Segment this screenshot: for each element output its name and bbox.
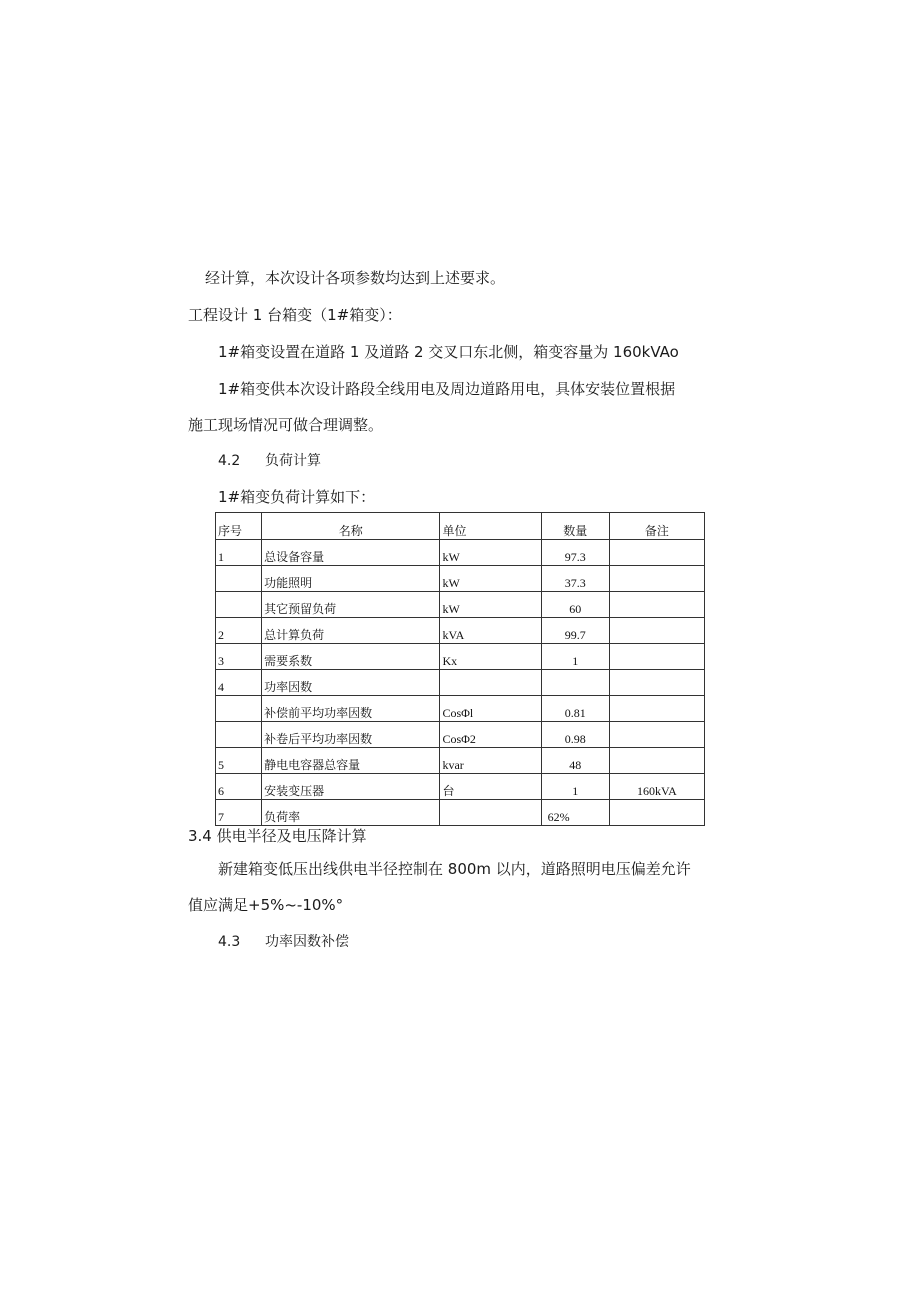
paragraph-conclusion: 经计算，本次设计各项参数均达到上述要求。 <box>205 269 506 287</box>
row-quantity: 97.3 <box>541 540 609 566</box>
row-name: 安装变压器 <box>262 774 440 800</box>
row-quantity <box>541 670 609 696</box>
section-4-3-number: 4.3 <box>218 934 241 950</box>
row-unit: Kx <box>440 644 541 670</box>
row-quantity: 1 <box>541 774 609 800</box>
row-quantity: 48 <box>541 748 609 774</box>
row-name: 补偿前平均功率因数 <box>262 696 440 722</box>
table-row <box>216 722 705 748</box>
row-index <box>216 696 262 722</box>
row-index <box>216 592 262 618</box>
section-4-2-title: 负荷计算 <box>265 453 321 469</box>
row-unit: 台 <box>440 774 541 800</box>
row-name: 其它预留负荷 <box>262 592 440 618</box>
table-header-row <box>216 513 705 540</box>
row-quantity: 37.3 <box>541 566 609 592</box>
row-unit <box>440 670 541 696</box>
table-row <box>216 540 705 566</box>
header-quantity: 数量 <box>541 513 609 540</box>
section-3-4-heading: 3.4 供电半径及电压降计算 <box>188 827 367 845</box>
header-unit: 单位 <box>440 513 541 540</box>
paragraph-design-intro: 工程设计 1 台箱变（1#箱变）： <box>188 306 402 324</box>
load-calculation-table <box>215 512 705 826</box>
row-unit: kvar <box>440 748 541 774</box>
table-row <box>216 592 705 618</box>
table-row <box>216 748 705 774</box>
row-quantity: 99.7 <box>541 618 609 644</box>
row-quantity: 62% <box>541 800 609 826</box>
row-remark <box>609 670 704 696</box>
header-index: 序号 <box>216 513 262 540</box>
table-row <box>216 566 705 592</box>
table-row <box>216 696 705 722</box>
header-remark: 备注 <box>609 513 704 540</box>
row-name: 总设备容量 <box>262 540 440 566</box>
table-row <box>216 618 705 644</box>
row-unit <box>440 800 541 826</box>
header-name: 名称 <box>262 513 440 540</box>
row-unit: CosΦl <box>440 696 541 722</box>
table-row <box>216 670 705 696</box>
row-index: 4 <box>216 670 262 696</box>
paragraph-supply-line2: 施工现场情况可做合理调整。 <box>188 416 384 434</box>
row-remark <box>609 696 704 722</box>
row-remark <box>609 722 704 748</box>
row-index: 2 <box>216 618 262 644</box>
row-name: 总计算负荷 <box>262 618 440 644</box>
row-remark <box>609 592 704 618</box>
section-4-2-number: 4.2 <box>218 453 241 469</box>
row-index: 1 <box>216 540 262 566</box>
row-remark: 160kVA <box>609 774 704 800</box>
row-name: 静电电容器总容量 <box>262 748 440 774</box>
row-quantity: 0.81 <box>541 696 609 722</box>
row-quantity: 0.98 <box>541 722 609 748</box>
section-4-3-title: 功率因数补偿 <box>265 934 349 950</box>
row-name: 补卷后平均功率因数 <box>262 722 440 748</box>
paragraph-location: 1#箱变设置在道路 1 及道路 2 交叉口东北侧，箱变容量为 160kVAo <box>218 343 679 361</box>
row-name: 负荷率 <box>262 800 440 826</box>
table-intro: 1#箱变负荷计算如下： <box>218 488 376 506</box>
row-remark <box>609 800 704 826</box>
row-index <box>216 566 262 592</box>
row-name: 需要系数 <box>262 644 440 670</box>
row-index: 6 <box>216 774 262 800</box>
row-unit: kW <box>440 592 541 618</box>
row-unit: kW <box>440 540 541 566</box>
paragraph-supply-line1: 1#箱变供本次设计路段全线用电及周边道路用电，具体安装位置根据 <box>218 380 676 398</box>
row-index: 7 <box>216 800 262 826</box>
row-remark <box>609 644 704 670</box>
row-remark <box>609 748 704 774</box>
row-name: 功率因数 <box>262 670 440 696</box>
row-unit: CosΦ2 <box>440 722 541 748</box>
paragraph-radius-line1: 新建箱变低压出线供电半径控制在 800m 以内，道路照明电压偏差允许 <box>218 860 691 878</box>
table-row <box>216 644 705 670</box>
row-unit: kVA <box>440 618 541 644</box>
row-unit: kW <box>440 566 541 592</box>
row-quantity: 1 <box>541 644 609 670</box>
row-remark <box>609 540 704 566</box>
table-row <box>216 774 705 800</box>
row-quantity: 60 <box>541 592 609 618</box>
row-index: 5 <box>216 748 262 774</box>
row-remark <box>609 566 704 592</box>
row-index: 3 <box>216 644 262 670</box>
paragraph-radius-line2: 值应满足+5%~-10%° <box>188 896 344 914</box>
table-row <box>216 800 705 826</box>
row-remark <box>609 618 704 644</box>
row-name: 功能照明 <box>262 566 440 592</box>
row-index <box>216 722 262 748</box>
